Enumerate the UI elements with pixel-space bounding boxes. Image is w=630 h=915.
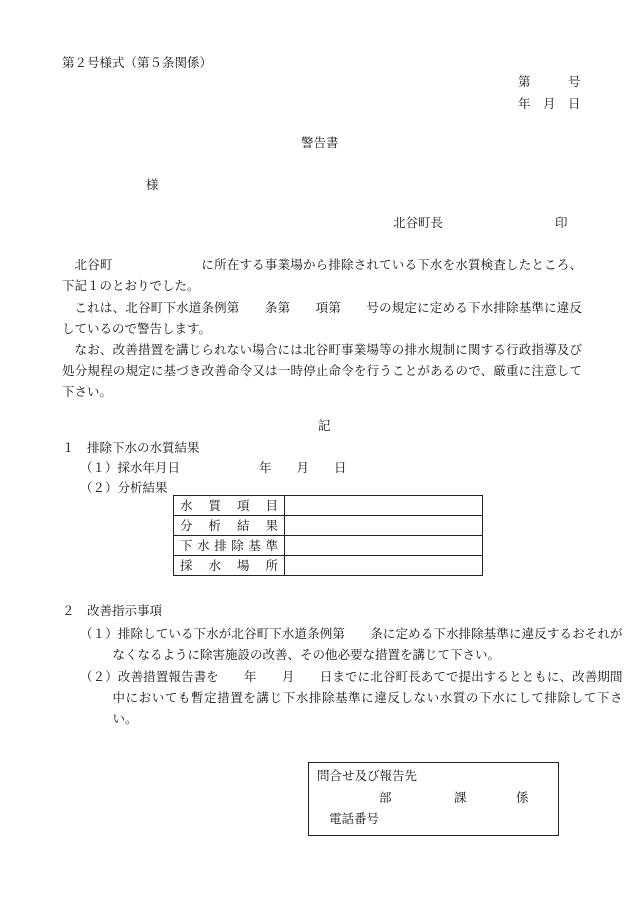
inquiry-section: 課 [454,790,467,805]
section2-heading: ２ 改善指示事項 [62,603,163,618]
table-cell-value [285,536,483,556]
issuer-name: 北谷町長 [393,215,444,230]
inquiry-unit: 係 [516,790,529,805]
table-cell-value [285,556,483,576]
sampling-date-value: 年 月 日 [259,460,347,475]
section1-heading: １ 排除下水の水質結果 [62,440,200,455]
doc-number: 第 号 [518,74,581,89]
doc-date: 年 月 日 [518,96,581,111]
table-cell-label: 下水排除基準 [174,536,285,556]
analysis-table [173,495,483,576]
table-row [174,536,483,556]
form-label: 第２号様式（第５条関係） [62,55,213,70]
table-cell-label: 採水場所 [174,556,285,576]
body-paragraph-3: なお、改善措置を講じられない場合には北谷町事業場等の排水規制に関する行政指導及び処分規程の規定に基づき改善命令又は一時停止命令を行うことがあるので、厳重に注意して下さい。 [62,342,582,399]
inquiry-phone: 電話番号 [329,811,380,826]
table-row [174,556,483,576]
seal-mark: 印 [555,215,568,230]
table-row [174,496,483,516]
table-cell-value [285,516,483,536]
sampling-date-label: （１）採水年月日 [80,460,181,475]
instruction-item-1: （１）排除している下水が北谷町下水道条例第 条に定める下水排除基準に違反するおそれがなくなるように除害施設の改善、その他必要な措置を講じて下さい。 [80,626,623,662]
table-cell-value [285,496,483,516]
body-paragraph-1: 北谷町 に所在する事業場から排除されている下水を水質検査したところ、下記１のとおりでした。 [62,257,582,293]
addressee-suffix: 様 [146,177,159,192]
body-paragraph-2: これは、北谷町下水道条例第 条第 項第 号の規定に定める下水排除基準に違反しているので警告します。 [62,300,582,336]
table-cell-label: 水質項目 [174,496,285,516]
page-title: 警告書 [301,135,339,150]
record-heading: 記 [318,418,331,433]
table-cell-label: 分析結果 [174,516,285,536]
table-row [174,516,483,536]
inquiry-dept: 部 [379,790,392,805]
inquiry-title: 問合せ及び報告先 [317,768,418,783]
inquiry-box [308,762,559,836]
analysis-label: （２）分析結果 [80,480,168,495]
instruction-item-2: （２）改善措置報告書を 年 月 日までに北谷町長あてで提出するとともに、改善期間中においても暫定措置を講じ下水排除基準に違反しない水質の下水にして排除して下さい。 [80,669,623,726]
